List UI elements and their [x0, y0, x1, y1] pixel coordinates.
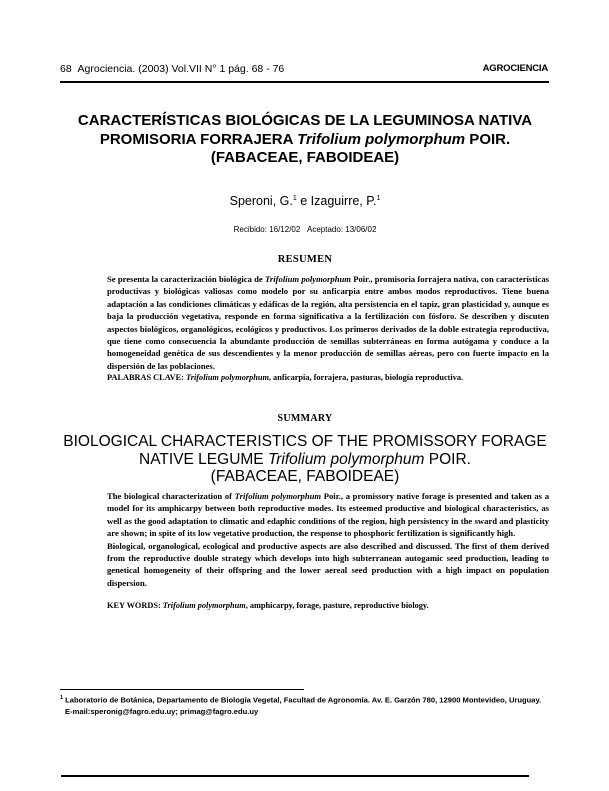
english-title-line-3: (FABACEAE, FABOIDEAE): [210, 468, 400, 485]
summary-text-rest: Poir., a promissory native forage is presented and taken as a model for its amphicarpy between both reproductive modes. Its esteemed productive and biological characteristics, as well as the good adaptation to climatic and edaphic conditions of the region, high persistency in the sward and plasticity are shown; in spite of its low vegetative production, the response to phosphoric fertilization is significantly high.: [107, 491, 549, 539]
english-title-line-1: BIOLOGICAL CHARACTERISTICS OF THE PROMISSORY FORAGE: [63, 433, 547, 450]
contact-email: E-mail:speronig@fagro.edu.uy; primag@fagro.edu.uy: [65, 707, 259, 717]
author-2-affiliation: 1: [376, 194, 381, 202]
received-date: Recibido: 16/12/02: [233, 225, 301, 234]
journal-reference: [60, 63, 284, 75]
author-1-affiliation: 1: [292, 194, 297, 202]
english-title: [60, 433, 550, 486]
spanish-title-author: POIR.: [465, 130, 511, 148]
species-name: Trifolium polymorphum: [234, 491, 322, 501]
spanish-title: [60, 112, 550, 168]
resumen-text-start: Se presenta la caracterización biológica de: [107, 274, 265, 284]
spanish-title-line-1: CARACTERÍSTICAS BIOLÓGICAS DE LA LEGUMINOSA NATIVA: [77, 112, 533, 129]
journal-name: AGROCIENCIA: [482, 63, 548, 74]
affiliation-text: Laboratorio de Botánica, Departamento de Biología Vegetal, Facultad de Agronomía. Av. E. Garzón 780, 12900 Montevideo, Uruguay.: [63, 695, 542, 705]
summary-paragraph-1: [107, 490, 549, 540]
summary-abstract: [107, 490, 549, 589]
english-title-text: NATIVE LEGUME: [139, 450, 268, 468]
submission-dates: [60, 225, 550, 234]
journal-citation: Agrociencia. (2003) Vol.VII N° 1 pág. 68 - 76: [77, 63, 285, 75]
resumen-heading: RESUMEN: [277, 254, 333, 265]
summary-heading: SUMMARY: [277, 413, 333, 424]
species-name: Trifolium polymorphum: [267, 450, 425, 468]
footnote-marker: 1: [60, 695, 64, 701]
palabras-clave: [107, 373, 549, 382]
resumen-text-rest: Poir., promisoria forrajera nativa, con características productivas y biológicas valiosas como modelo por su anficarpia entre ambos modos reproductivos. Tiene buena adaptación a las condiciones climáticas y edáficas de la región, alta persistencia en el tapiz, gran plasticidad y, aunque es baja la producción vegetativa, responde en forma significativa a la fertilización con fósforo. Se describen y discuten aspectos biológicos, organológicos, ecológicos y productivos. Los primeros derivados de la doble estrategia reproductiva, que tiene como consecuencia la abundante producción de semillas subterráneas en forma autógama y conduce a la homogeneidad genética de sus descendientes y la menor producción de semillas aéreas, pero con fuerte impacto en la dispersión de las poblaciones.: [107, 274, 549, 371]
page-number: 68: [60, 63, 72, 75]
footnote: [60, 693, 550, 718]
footnote-rule: [60, 689, 304, 690]
key-words: [107, 601, 549, 610]
author-1: Speroni, G.: [229, 194, 293, 208]
summary-paragraph-2: Biological, organological, ecological and productive aspects are also described and discussed. The first of them derived from the reproductive double strategy which develops into high subterranean autogamic seed production, leading to genetical homogeneity of their offspring and the lower aereal seed production with a high impact on population dispersion.: [107, 540, 549, 588]
keywords-list: , amphicarpy, forage, pasture, reproductive biology.: [245, 601, 429, 610]
footer-rule: [61, 775, 529, 777]
spanish-title-text: PROMISORIA FORRAJERA: [99, 130, 298, 148]
author-conjunction: e: [296, 194, 311, 208]
authors: [60, 194, 550, 208]
accepted-date: Aceptado: 13/06/02: [307, 225, 377, 234]
species-name: Trifolium polymorphum: [265, 274, 351, 284]
species-name: Trifolium polymorphum: [297, 130, 466, 148]
keywords-label: PALABRAS CLAVE:: [107, 373, 184, 382]
english-title-author: POIR.: [424, 450, 471, 468]
keywords-species: Trifolium polymorphum: [162, 601, 246, 610]
keywords-list: , anficarpia, forrajera, pasturas, biología reproductiva.: [268, 373, 464, 382]
summary-text-start: The biological characterization of: [107, 491, 235, 501]
keywords-label: KEY WORDS:: [107, 601, 161, 610]
spanish-title-line-2: [60, 131, 550, 150]
header-rule: [60, 81, 549, 83]
running-head: [60, 63, 548, 77]
keywords-species: Trifolium polymorphum: [186, 373, 269, 382]
affiliation: [60, 693, 550, 706]
resumen-abstract: [107, 273, 549, 372]
spanish-title-line-3: (FABACEAE, FABOIDEAE): [210, 149, 400, 166]
resumen-paragraph: [107, 273, 549, 372]
english-title-line-2: [60, 451, 550, 469]
author-2: Izaguirre, P.: [310, 194, 377, 208]
